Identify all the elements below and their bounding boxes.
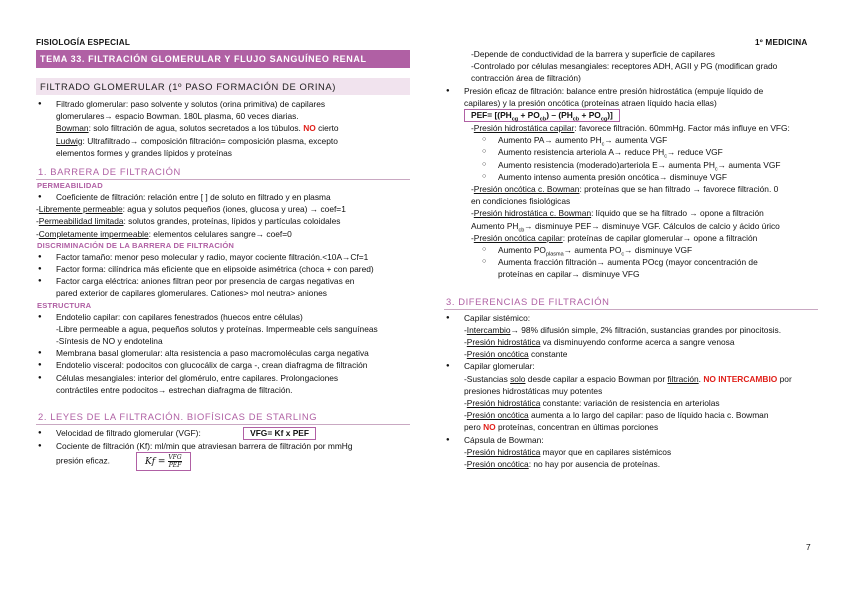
subsection-heading: ESTRUCTURA [37, 300, 92, 310]
list-item: -Presión oncótica c. Bowman: proteínas que se han filtrado → favorece filtración. 0 [471, 184, 779, 195]
list-item: -Presión oncótica constante [464, 349, 568, 360]
list-item: -Presión hidrostática capilar: favorece filtración. 60mmHg. Factor más influye en VFG: [471, 123, 790, 134]
list-item: ● Capilar glomerular: [444, 360, 818, 372]
section-heading-barrera: 1. BARRERA DE FILTRACIÓN [36, 165, 410, 180]
list-item: contracción área de filtración) [471, 73, 581, 84]
list-item: -Presión oncótica aumenta a lo largo del capilar: paso de líquido hacia c. Bowman [464, 410, 769, 421]
right-column [444, 48, 818, 470]
list-item: Aumento $PH_{cb}\to$ disminuye PEF→ disminuye VGF. Cálculos de calcio y ácido úrico [471, 220, 780, 234]
list-item: ● Factor forma: cilíndrica más eficiente que en elipsoide asimétrica (choca + con pared) [36, 263, 410, 275]
list-item: -Síntesis de NO y endotelina [56, 336, 163, 347]
list-item: -Permeabilidad limitada: solutos grandes, proteínas, lípidos y partículas coloidales [36, 216, 341, 227]
list-item: en condiciones fisiológicas [471, 196, 571, 207]
section-heading-diferencias: 3. DIFERENCIAS DE FILTRACIÓN [444, 295, 818, 310]
list-item: -Presión hidrostática c. Bowman: líquido que se ha filtrado → opone a filtración [471, 208, 764, 219]
list-item: Bowman: solo filtración de agua, solutos secretados a los túbulos. NO cierto [56, 123, 339, 134]
list-item: ● Presión eficaz de filtración: balance entre presión hidrostática (empuje líquido de [444, 85, 818, 97]
list-item: -Presión hidrostática va disminuyendo conforme acerca a sangre venosa [464, 337, 735, 348]
list-item: -Libre permeable a agua, pequeños solutos y proteínas. Impermeable cels sanguíneas [56, 323, 378, 334]
list-item: ○ Aumento resistencia arteriola A→ reduce $PH_c\to$ reduce VGF [444, 146, 818, 158]
subsection-heading: DISCRIMINACIÓN DE LA BARRERA DE FILTRACIÓN [37, 240, 235, 250]
list-item: ○ Aumento PA→ aumento $PH_c\to$ aumenta VGF [444, 134, 818, 146]
list-item: ● Endotelio capilar: con capilares fenestrados (huecos entre células) [36, 311, 410, 323]
list-item: ● Factor carga eléctrica: aniones filtran peor por presencia de cargas negativas en [36, 275, 410, 287]
header-course: 1º MEDICINA [755, 38, 808, 47]
list-item: ○ Aumento intenso aumenta presión oncótica→ disminuye VGF [444, 171, 818, 183]
list-item: glomerulares→ espacio Bowman. 180L plasma, 60 veces diarias. [56, 111, 299, 122]
left-column [36, 50, 410, 471]
list-item: -Controlado por células mesangiales: receptores ADH, AGII y PG (modifican grado [471, 61, 778, 72]
list-item: -Depende de conductividad de la barrera y superficie de capilares [471, 49, 715, 59]
header-subject: FISIOLOGÍA ESPECIAL [36, 38, 131, 47]
list-item: ● Velocidad de filtrado glomerular (VGF): VFG= Kf x PEF [36, 427, 410, 440]
list-item: ● Factor tamaño: menor peso molecular y radio, mayor cociente filtración.<10A→Cf=1 [36, 251, 410, 263]
list-item: -Presión oncótica capilar: proteínas de capilar glomerular→ opone a filtración [471, 232, 758, 243]
list-item: ○ Aumenta fracción filtración→ aumenta POcg (mayor concentración de [444, 256, 818, 268]
list-item: elementos formes y grandes lípidos y proteínas [56, 147, 232, 158]
list-item: ○ Aumento $PO_{plasma}\to$ aumenta $PO_c\to$ disminuye VGF [444, 244, 818, 256]
list-item: -Completamente impermeable: elementos celulares sangre→ coef=0 [36, 228, 292, 239]
list-item: capilares) y la presión oncótica (proteínas atraen líquido hacia ellas) [464, 97, 717, 108]
list-item: -Libremente permeable: agua y solutos pequeños (iones, glucosa y urea) → coef=1 [36, 204, 346, 215]
intro-block [36, 98, 410, 159]
list-item: ○ Aumento resistencia (moderado)arteriola E→ aumenta $PH_c\to$ aumenta VGF [444, 159, 818, 171]
list-item: presiones hidrostáticas muy potentes [464, 385, 603, 396]
page-number: 7 [806, 542, 811, 552]
formula-vfg: VFG= Kf x PEF [243, 427, 316, 440]
list-item: -Sustancias solo desde capilar a espacio Bowman por filtración. NO INTERCAMBIO por [464, 373, 792, 384]
list-item: -Presión hidrostática constante: variación de resistencia en arteriolas [464, 398, 720, 409]
list-item: Ludwig: Ultrafiltrado→ composición filtración= composición plasma, excepto [56, 135, 338, 146]
list-item: -Intercambio→ 98% difusión simple, 2% filtración, sustancias grandes por pinocitosis. [464, 324, 782, 335]
list-item: pero NO proteínas, concentran en últimas porciones [464, 422, 659, 433]
list-item: ● Endotelio visceral: podocitos con glucocálix de carga -, crean diafragma de filtración [36, 359, 410, 371]
list-item: ● Cápsula de Bowman: [444, 434, 818, 446]
list-item: ● Filtrado glomerular: paso solvente y solutos (orina primitiva) de capilares [36, 98, 410, 110]
list-item: ● Membrana basal glomerular: alta resistencia a paso macromoléculas carga negativa [36, 347, 410, 359]
list-item: ● Coeficiente de filtración: relación entre [ ] de soluto en filtrado y en plasma [36, 191, 410, 203]
formula-kf: Kf = VFG PEF [136, 452, 191, 471]
list-item: contráctiles entre podocitos→ estrechan diafragma de filtración. [56, 384, 293, 395]
list-item: -Presión oncótica: no hay por ausencia de proteínas. [464, 459, 661, 470]
section-heading-filtrado: FILTRADO GLOMERULAR (1º PASO FORMACIÓN DE ORINA) [36, 78, 410, 95]
subsection-heading: PERMEABILIDAD [37, 181, 103, 191]
list-item: presión eficaz. Kf = VFG PEF [36, 452, 410, 471]
formula-pef: $PEF= [(PH_{cg} + PO_{cb}) - (PH_{cb} + PO_{cg})]$ [464, 109, 620, 122]
list-item [444, 109, 818, 122]
list-item: proteínas en capilar→ disminuye VFG [498, 269, 640, 280]
topic-title: TEMA 33. FILTRACIÓN GLOMERULAR Y FLUJO SANGUÍNEO RENAL [36, 50, 410, 68]
list-item: ● Células mesangiales: interior del glomérulo, entre capilares. Prolongaciones [36, 372, 410, 384]
list-item: -Presión hidrostática mayor que en capilares sistémicos [464, 446, 672, 457]
list-item: pared exterior de capilares glomerulares. Cationes> mol neutra> aniones [56, 288, 327, 299]
list-item: ● Capilar sistémico: [444, 312, 818, 324]
section-heading-leyes: 2. LEYES DE LA FILTRACIÓN. BIOFÍSICAS DE STARLING [36, 410, 410, 425]
list-item: ● Cociente de filtración (Kf): ml/min que atraviesan barrera de filtración por mmHg [36, 440, 410, 452]
